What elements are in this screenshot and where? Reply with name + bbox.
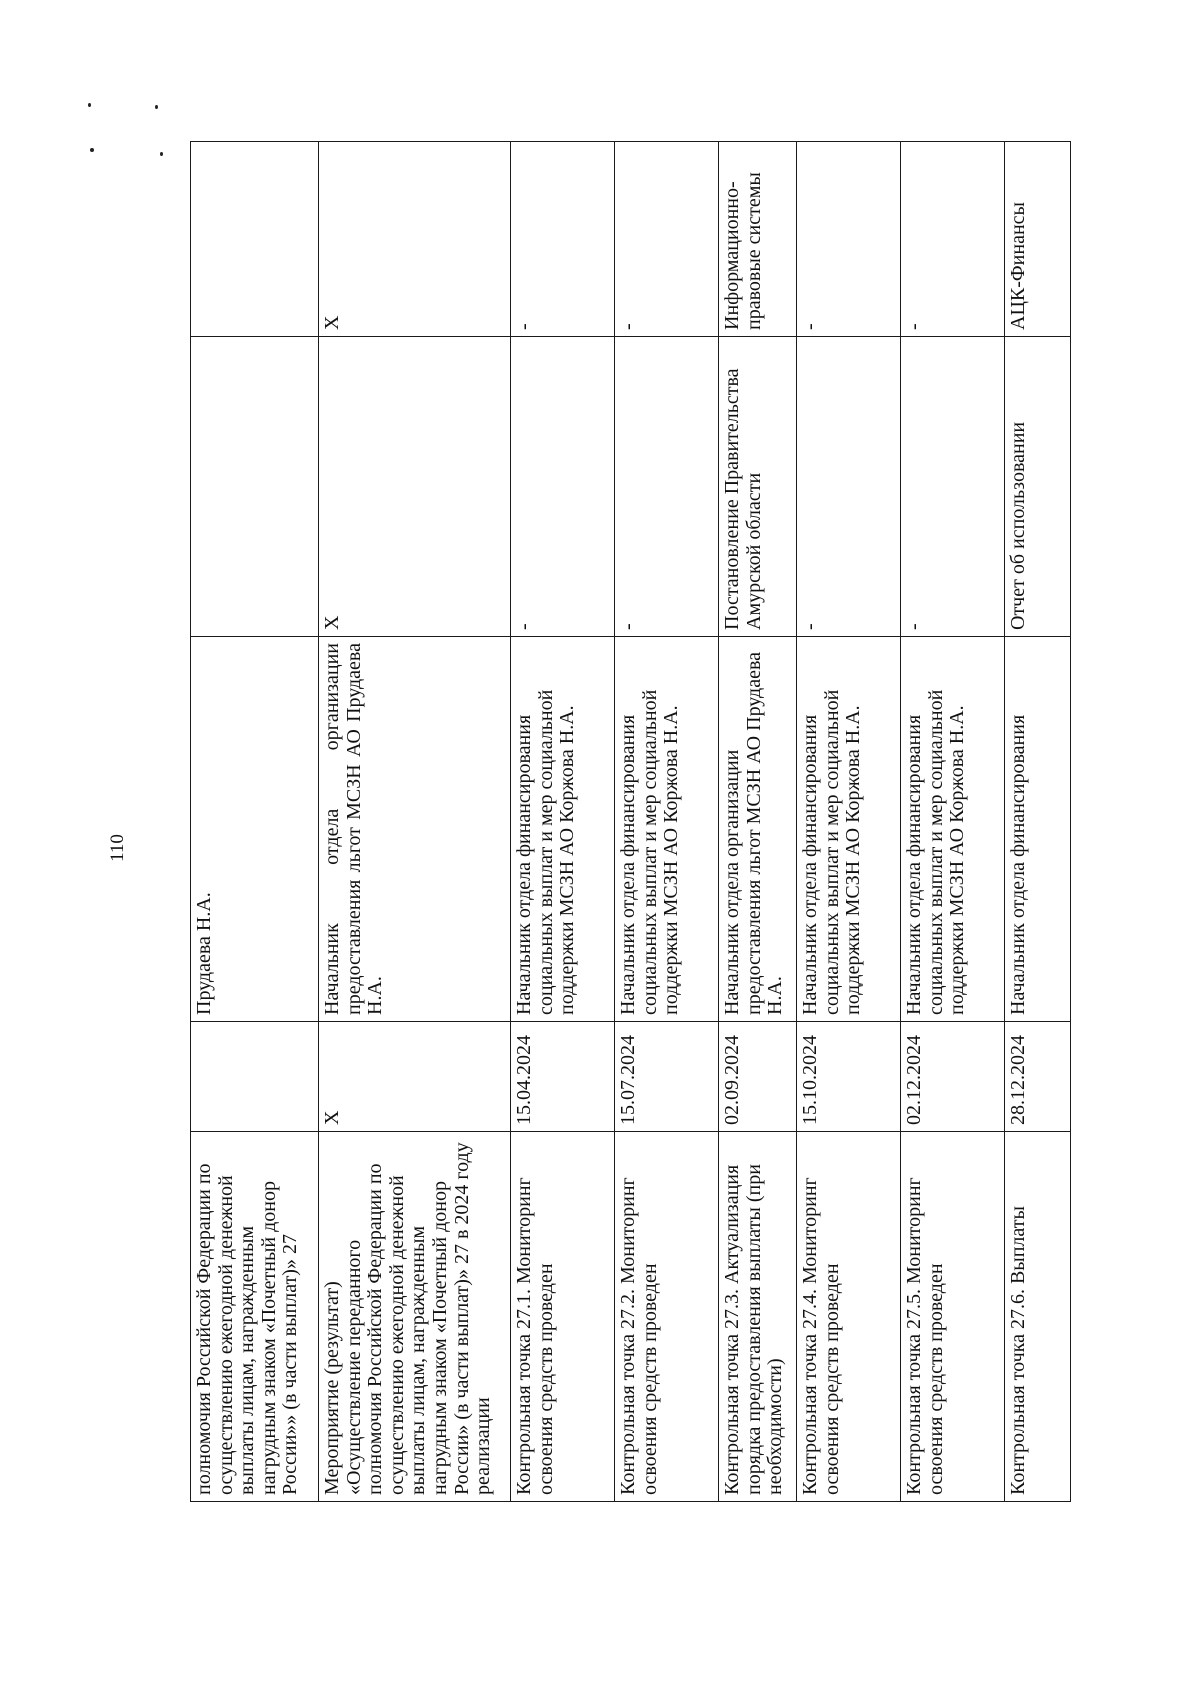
cell-system: - (901, 142, 1005, 337)
cell-responsible: Начальник отдела финансирования (1005, 637, 1071, 1022)
cell-document: Постановление Правительства Амурской области (719, 337, 797, 637)
table-row (319, 142, 511, 1502)
cell-document: Отчет об использовании (1005, 337, 1071, 637)
rotated-table-container (190, 142, 1070, 1502)
cell-event: полномочия Российской Федерации по осуществлению ежегодной денежной выплаты лицам, награжденным нагрудным знаком «Почетный донор России»» (в части выплат)» 27 (191, 1132, 319, 1502)
cell-date: 15.10.2024 (797, 1022, 901, 1132)
table-row (901, 142, 1005, 1502)
cell-document: - (797, 337, 901, 637)
cell-event: Мероприятие (результат) «Осуществление переданного полномочия Российской Федерации по осуществлению ежегодной денежной выплаты лицам, награжденным нагрудным знаком «Почетный донор России» (в части выплат)» 27 в 2024 году реализации (319, 1132, 511, 1502)
cell-event: Контрольная точка 27.5. Мониторинг освоения средств проведен (901, 1132, 1005, 1502)
cell-responsible: Начальник отдела финансирования социальных выплат и мер социальной поддержки МСЗН АО Коржова Н.А. (797, 637, 901, 1022)
cell-document: X (319, 337, 511, 637)
scan-speck (160, 152, 163, 156)
cell-system: - (797, 142, 901, 337)
cell-event: Контрольная точка 27.1. Мониторинг освоения средств проведен (511, 1132, 615, 1502)
page-number: 110 (107, 834, 128, 862)
cell-document (191, 337, 319, 637)
cell-system: - (615, 142, 719, 337)
cell-date: 15.04.2024 (511, 1022, 615, 1132)
cell-date (191, 1022, 319, 1132)
table-row (615, 142, 719, 1502)
cell-system (191, 142, 319, 337)
cell-system: - (511, 142, 615, 337)
scan-speck (155, 105, 158, 109)
table-row (797, 142, 901, 1502)
table-row (511, 142, 615, 1502)
cell-date: X (319, 1022, 511, 1132)
cell-date: 02.12.2024 (901, 1022, 1005, 1132)
cell-document: - (511, 337, 615, 637)
cell-responsible: Начальник отдела финансирования социальных выплат и мер социальной поддержки МСЗН АО Коржова Н.А. (511, 637, 615, 1022)
table-row (1005, 142, 1071, 1502)
cell-system: X (319, 142, 511, 337)
cell-document: - (901, 337, 1005, 637)
cell-event: Контрольная точка 27.6. Выплаты (1005, 1132, 1071, 1502)
cell-responsible: Прудаева Н.А. (191, 637, 319, 1022)
cell-system: АЦК-Финансы (1005, 142, 1071, 337)
cell-system: Информационно-правовые системы (719, 142, 797, 337)
cell-event: Контрольная точка 27.2. Мониторинг освоения средств проведен (615, 1132, 719, 1502)
scan-speck (88, 103, 91, 107)
measures-table (190, 141, 1071, 1502)
table-row (191, 142, 319, 1502)
table-row (719, 142, 797, 1502)
scan-speck (90, 148, 94, 152)
cell-document: - (615, 337, 719, 637)
cell-responsible: Начальник отдела организации предоставления льгот МСЗН АО Прудаева Н.А. (319, 637, 511, 1022)
cell-responsible: Начальник отдела финансирования социальных выплат и мер социальной поддержки МСЗН АО Коржова Н.А. (901, 637, 1005, 1022)
cell-date: 28.12.2024 (1005, 1022, 1071, 1132)
cell-responsible: Начальник отдела финансирования социальных выплат и мер социальной поддержки МСЗН АО Коржова Н.А. (615, 637, 719, 1022)
cell-event: Контрольная точка 27.3. Актуализация порядка предоставления выплаты (при необходимости) (719, 1132, 797, 1502)
cell-responsible: Начальник отдела организации предоставления льгот МСЗН АО Прудаева Н.А. (719, 637, 797, 1022)
cell-date: 02.09.2024 (719, 1022, 797, 1132)
cell-event: Контрольная точка 27.4. Мониторинг освоения средств проведен (797, 1132, 901, 1502)
cell-date: 15.07.2024 (615, 1022, 719, 1132)
